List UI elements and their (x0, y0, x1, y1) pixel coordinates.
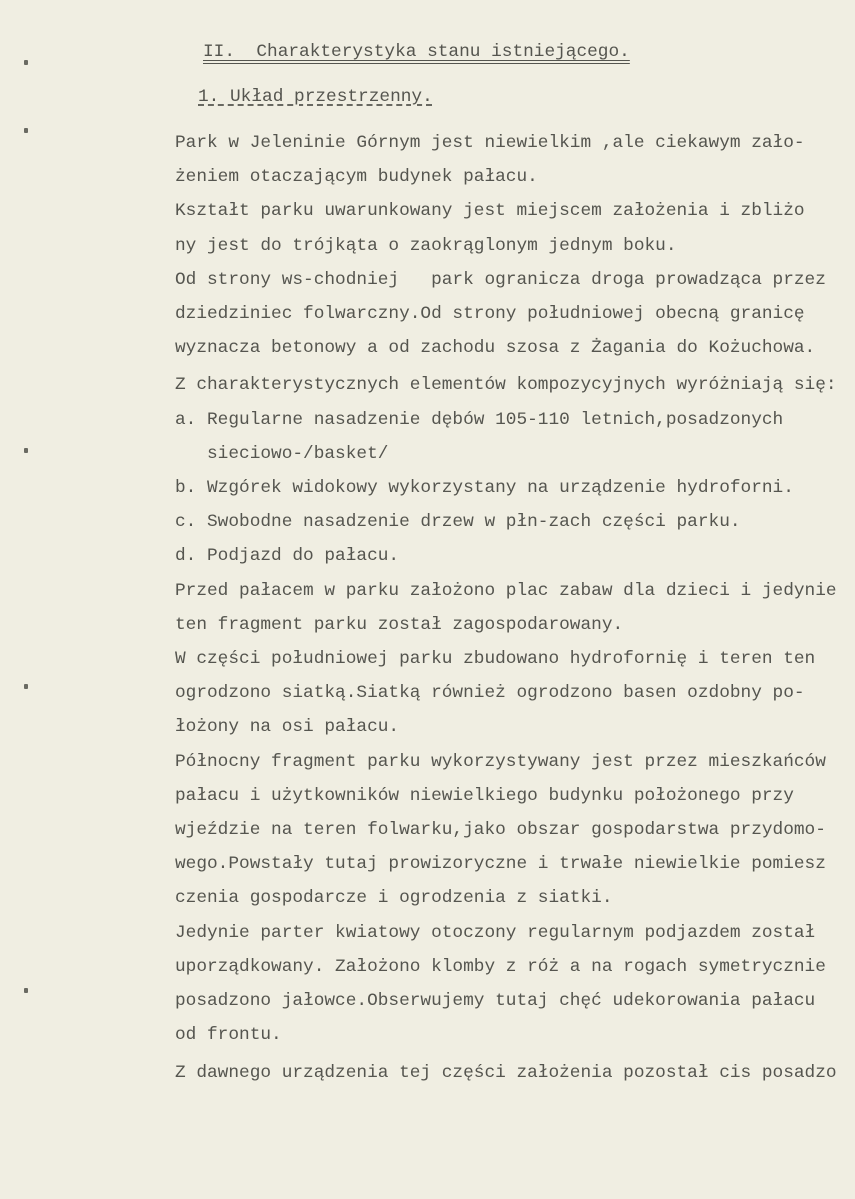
body-line: uporządkowany. Założono klomby z róż a na rogach symetrycznie (175, 956, 826, 977)
list-item-line: c. Swobodne nasadzenie drzew w płn-zach części parku. (175, 512, 741, 533)
margin-mark (24, 60, 28, 65)
document-title: II. Charakterystyka stanu istniejącego. (203, 42, 630, 62)
body-line: Północny fragment parku wykorzystywany jest przez mieszkańców (175, 751, 826, 772)
body-line: Przed pałacem w parku założono plac zabaw dla dzieci i jedynie (175, 580, 837, 601)
body-line: Kształt parku uwarunkowany jest miejscem założenia i zbliżo (175, 201, 805, 222)
body-line: ten fragment parku został zagospodarowany. (175, 614, 624, 635)
body-line: ogrodzono siatką.Siatką również ogrodzono basen ozdobny po- (175, 683, 805, 704)
body-line: W części południowej parku zbudowano hydrofornię i teren ten (175, 649, 816, 669)
body-line: czenia gospodarcze i ogrodzenia z siatki. (175, 888, 613, 909)
body-line: wyznacza betonowy a od zachodu szosa z Żagania do Kożuchowa. (175, 338, 816, 359)
margin-mark (24, 988, 28, 993)
body-line: żeniem otaczającym budynek pałacu. (175, 167, 538, 188)
body-line: posadzono jałowce.Obserwujemy tutaj chęć udekorowania pałacu (175, 991, 816, 1011)
body-line: Jedynie parter kwiatowy otoczony regularnym podjazdem został (175, 922, 816, 943)
body-line: dziedziniec folwarczny.Od strony południowej obecną granicę (175, 304, 805, 324)
body-line: od frontu. (175, 1025, 282, 1046)
body-line: Od strony ws-chodniej park ogranicza droga prowadząca przez (175, 269, 826, 290)
section-heading: 1. Układ przestrzenny. (198, 87, 433, 107)
body-line: ny jest do trójkąta o zaokrąglonym jednym boku. (175, 235, 677, 256)
body-line: wego.Powstały tutaj prowizoryczne i trwałe niewielkie pomiesz (175, 854, 826, 875)
list-item-line: d. Podjazd do pałacu. (175, 546, 400, 567)
body-line: Park w Jeleninie Górnym jest niewielkim ,ale ciekawym zało- (175, 133, 805, 153)
margin-mark (24, 684, 28, 689)
body-line: Z charakterystycznych elementów kompozycyjnych wyróżniają się: (175, 375, 837, 396)
body-line: Z dawnego urządzenia tej części założenia pozostał cis posadzo (175, 1063, 837, 1084)
margin-mark (24, 128, 28, 133)
body-line: łożony na osi pałacu. (175, 717, 400, 738)
list-item-line: a. Regularne nasadzenie dębów 105-110 letnich,posadzonych (175, 409, 784, 430)
body-line: wjeździe na teren folwarku,jako obszar gospodarstwa przydomo- (175, 820, 826, 840)
list-item-line: b. Wzgórek widokowy wykorzystany na urządzenie hydroforni. (175, 478, 794, 498)
list-item-line: sieciowo-/basket/ (175, 443, 389, 464)
margin-mark (24, 448, 28, 453)
body-line: pałacu i użytkowników niewielkiego budynku położonego przy (175, 785, 794, 806)
